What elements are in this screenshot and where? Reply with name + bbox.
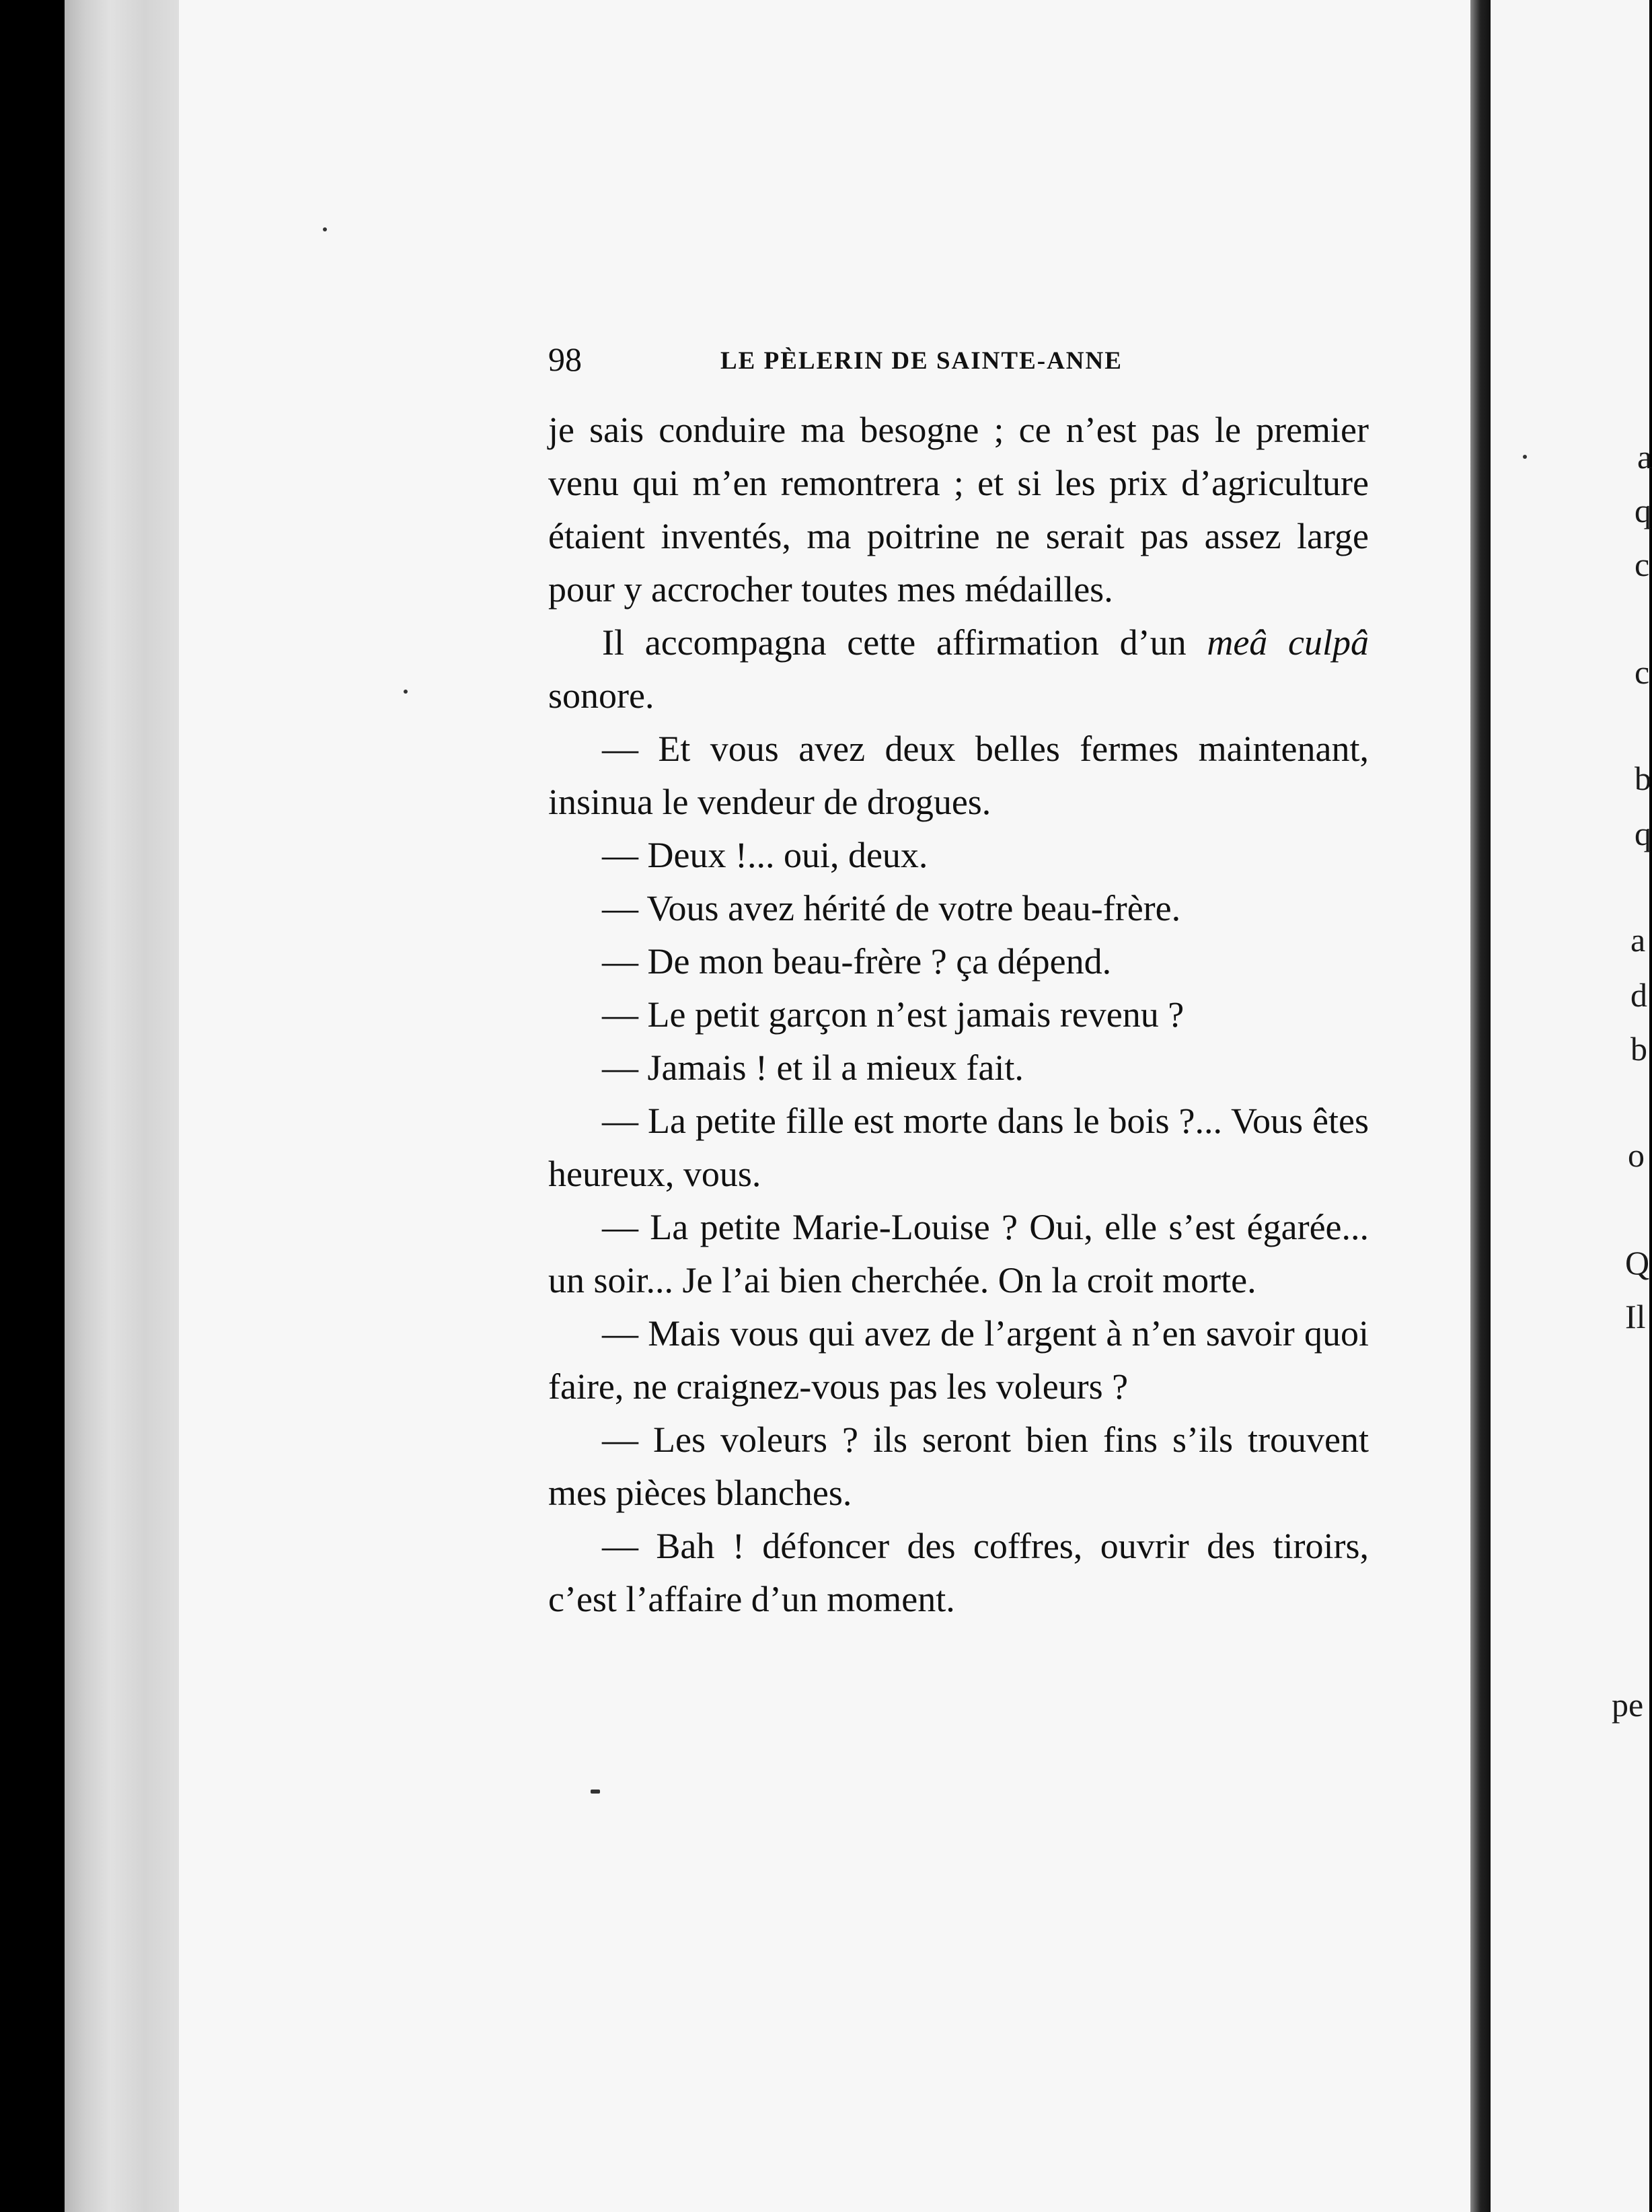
- dust-speck: [404, 690, 408, 694]
- fragment-letter: Il: [1625, 1298, 1646, 1335]
- dialogue-line: — La petite Marie-Louise ? Oui, elle s’est égarée... un soir... Je l’ai bien cherchée. On la croit morte.: [548, 1207, 1369, 1300]
- dialogue-line: — De mon beau-frère ? ça dépend.: [602, 941, 1112, 982]
- fragment-letter: Q: [1625, 1244, 1650, 1282]
- dialogue-line: — Le petit garçon n’est jamais revenu ?: [602, 994, 1185, 1035]
- paragraph: [548, 616, 1369, 723]
- fragment-letter: a: [1637, 438, 1652, 476]
- dust-speck: [591, 1790, 600, 1794]
- paragraph-text: sonore.: [548, 675, 654, 716]
- scan-border-left: [0, 0, 65, 2212]
- facing-page-fragment: [1491, 0, 1652, 2212]
- dust-speck: [323, 227, 327, 231]
- book-gutter: [1470, 0, 1491, 2212]
- fragment-letter: b: [1635, 760, 1651, 797]
- fragment-letter: b: [1630, 1030, 1647, 1068]
- dialogue-line: — Mais vous qui avez de l’argent à n’en savoir quoi faire, ne craignez-vous pas les voleurs ?: [548, 1313, 1369, 1407]
- fragment-letter: a: [1630, 921, 1646, 959]
- dialogue-line: — Bah ! défoncer des coffres, ouvrir des tiroirs, c’est l’affaire d’un moment.: [548, 1526, 1369, 1619]
- book-page-edges: [65, 0, 179, 2212]
- fragment-letter: o: [1628, 1136, 1645, 1174]
- fragment-letter: c: [1635, 653, 1650, 691]
- fragment-letter: pe: [1612, 1686, 1644, 1724]
- body-text: [548, 404, 1369, 1626]
- dialogue-line: — La petite fille est morte dans le bois ?... Vous êtes heureux, vous.: [548, 1101, 1369, 1194]
- fragment-letter: d: [1630, 976, 1647, 1014]
- dialogue-line: — Vous avez hérité de votre beau-frère.: [602, 888, 1181, 928]
- dialogue-line: — Deux !... oui, deux.: [602, 835, 928, 875]
- dialogue-line: — Et vous avez deux belles fermes maintenant, insinua le vendeur de drogues.: [548, 729, 1369, 822]
- page-header: [548, 340, 1369, 387]
- fragment-letter: q: [1635, 815, 1651, 852]
- paragraph-text: Il accompagna cette affirmation d’un: [602, 622, 1207, 663]
- running-title: LE PÈLERIN DE SAINTE-ANNE: [720, 347, 1123, 375]
- dialogue-line: — Jamais ! et il a mieux fait.: [602, 1047, 1024, 1088]
- page-number: 98: [548, 340, 582, 378]
- fragment-letter: q: [1635, 492, 1651, 529]
- fragment-letter: c: [1635, 546, 1650, 583]
- paragraph: je sais conduire ma besogne ; ce n’est pas le premier venu qui m’en remontrera ; et si les prix d’agriculture étaient inventés, ma poitrine ne serait pas assez large pour y accrocher toutes mes médailles.: [548, 410, 1369, 610]
- dialogue-line: — Les voleurs ? ils seront bien fins s’ils trouvent mes pièces blanches.: [548, 1420, 1369, 1513]
- italic-phrase: meâ culpâ: [1207, 622, 1369, 663]
- dust-speck: [1523, 455, 1527, 459]
